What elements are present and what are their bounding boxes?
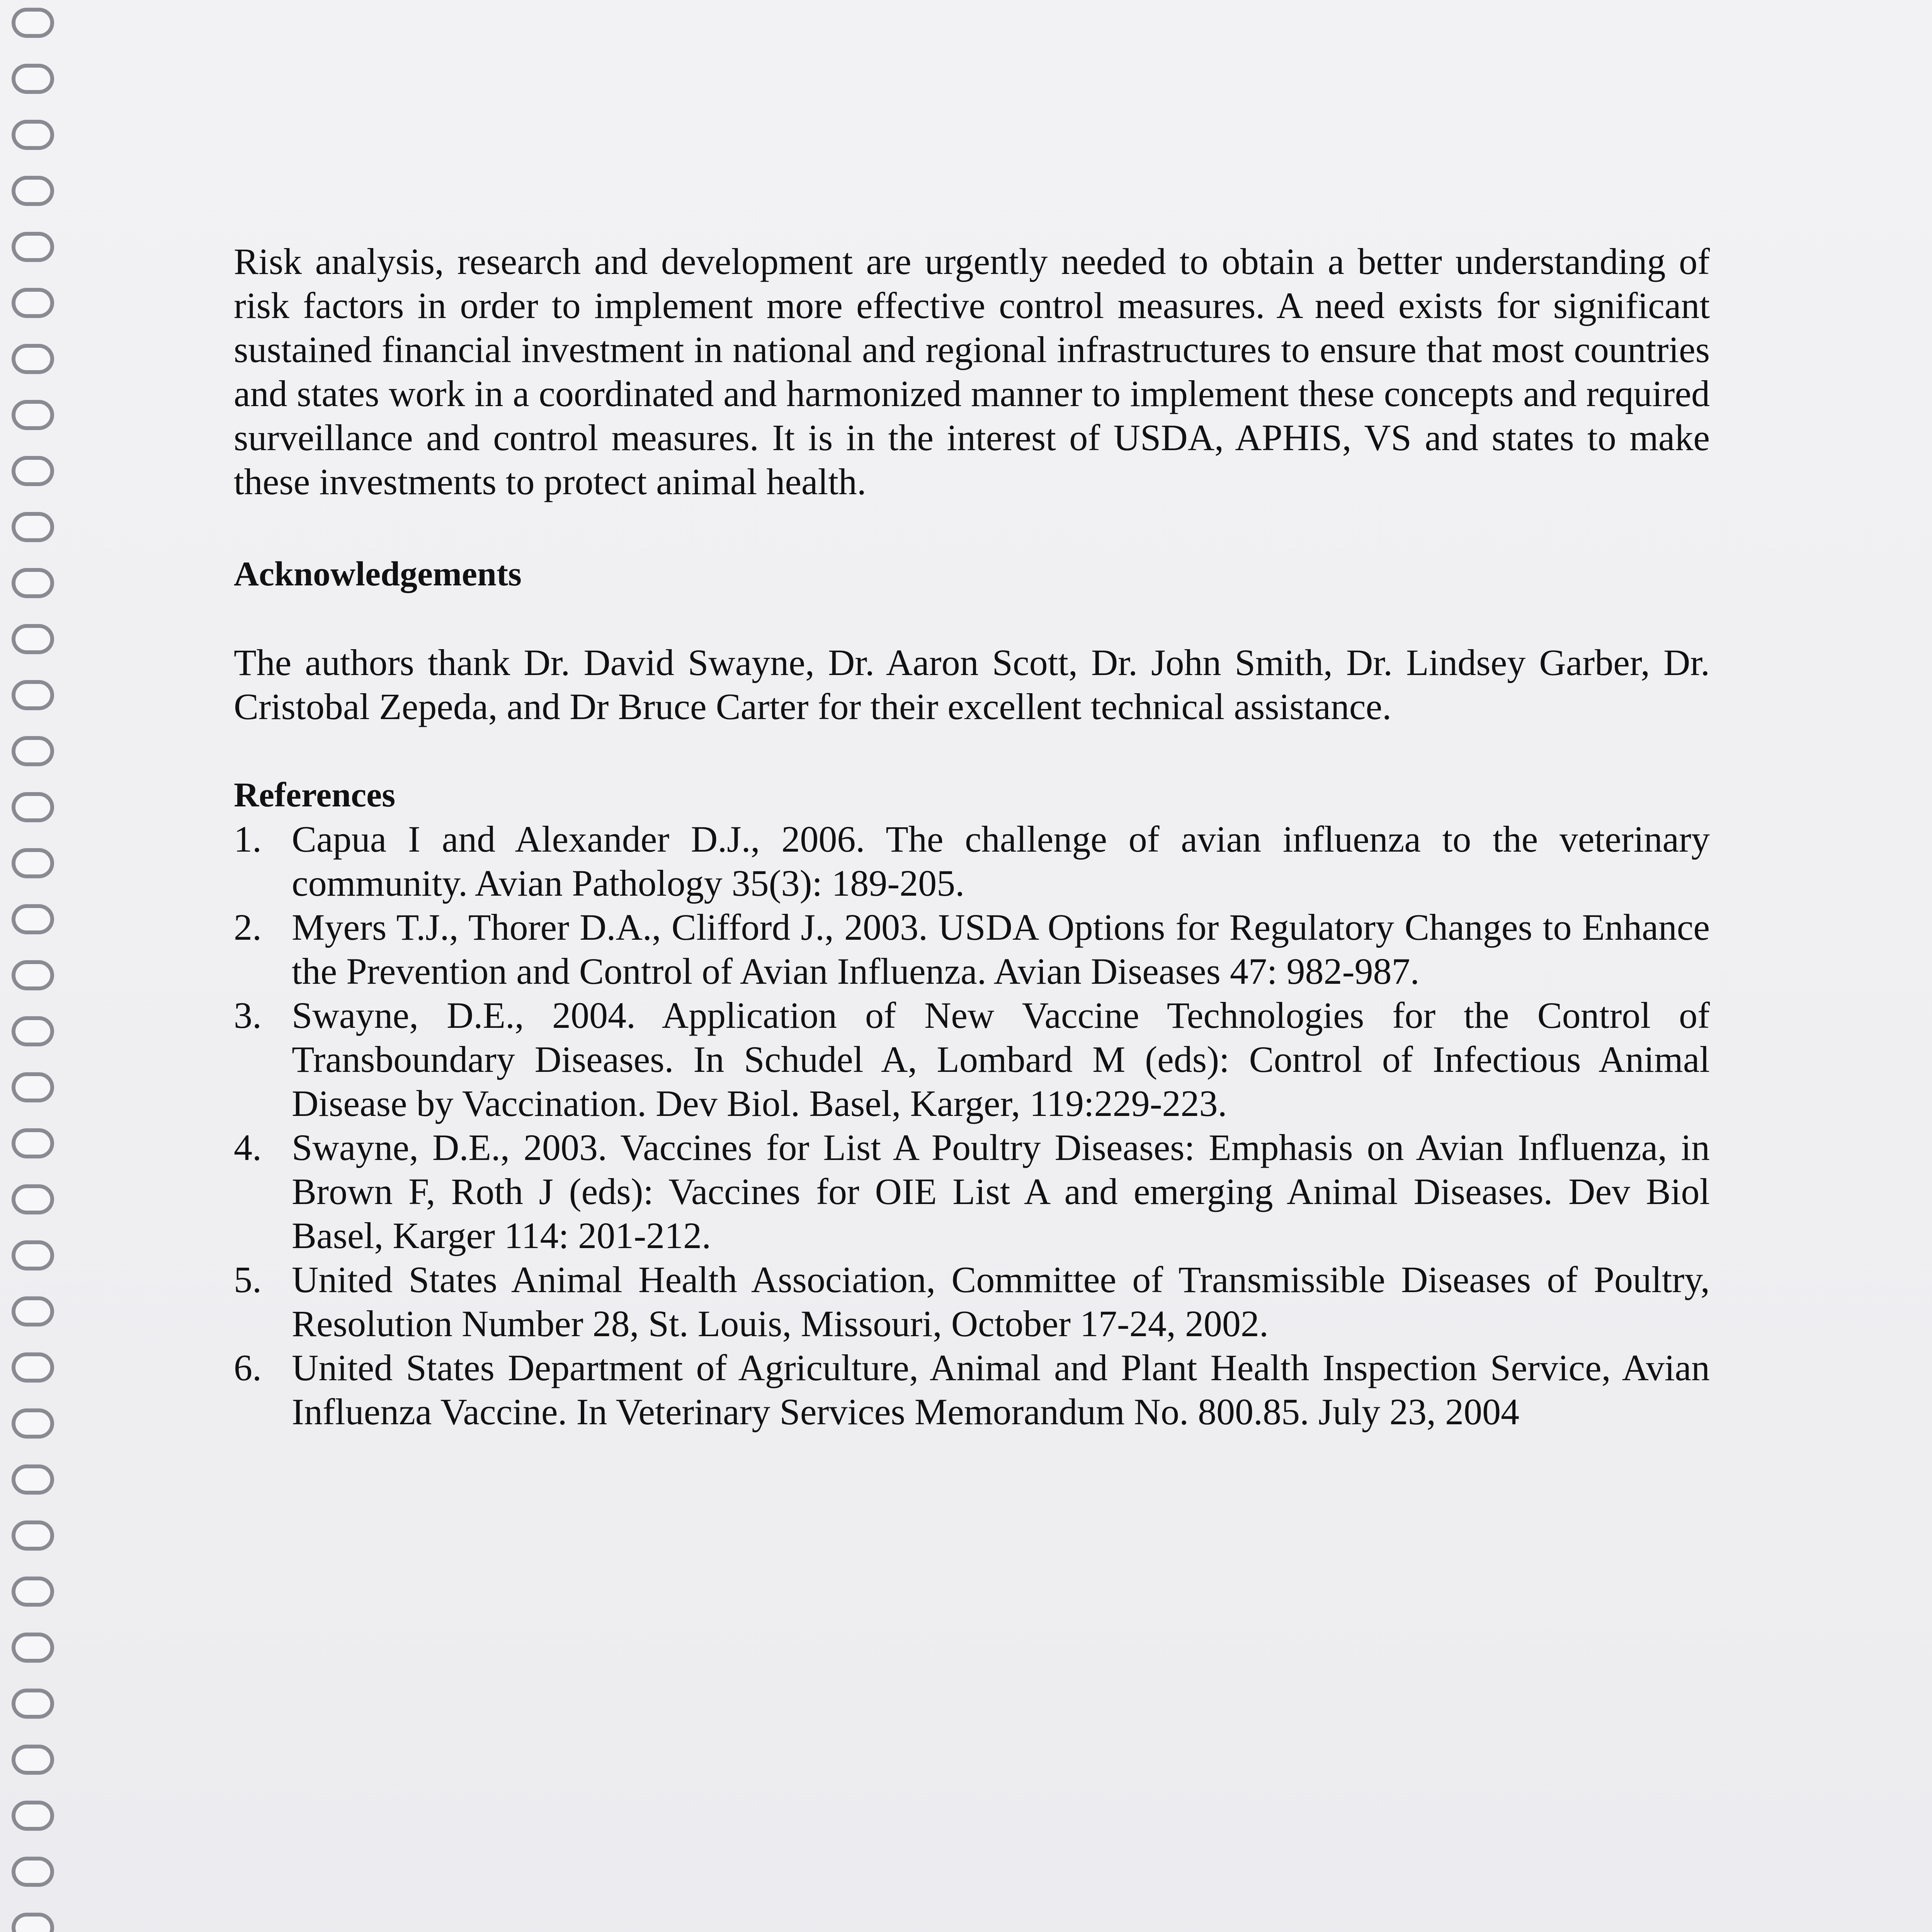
acknowledgements-text: The authors thank Dr. David Swayne, Dr. Aaron Scott, Dr. John Smith, Dr. Lindsey Garber, Dr. Cristobal Zepeda, and Dr Bruce Carter for their excellent technical assistance. [234,642,1710,727]
spiral-ring [12,1857,54,1887]
spiral-ring [12,1072,54,1102]
spiral-ring [12,1745,54,1775]
spiral-ring [12,1801,54,1831]
spiral-ring [12,288,54,318]
spiral-ring [12,848,54,878]
spiral-ring [12,456,54,486]
spiral-ring [12,1520,54,1551]
spiral-ring [12,1464,54,1495]
spiral-ring [12,512,54,542]
reference-text: Swayne, D.E., 2003. Vaccines for List A Poultry Diseases: Emphasis on Avian Influenza, in Brown F, Roth J (eds): Vaccines for OIE List A and emerging Animal Diseases. Dev Biol Basel, Karger 114: 201-212. [292,1127,1710,1256]
reference-number: 2. [234,906,262,948]
reference-text: United States Animal Health Association, Committee of Transmissible Diseases of Poultry, Resolution Number 28, St. Louis, Missouri, October 17-24, 2002. [292,1259,1710,1344]
reference-text: Swayne, D.E., 2004. Application of New Vaccine Technologies for the Control of Transboundary Diseases. In Schudel A, Lombard M (eds): Control of Infectious Animal Disease by Vaccination. Dev Biol. Basel, Karger, 119:229-223. [292,995,1710,1124]
spiral-ring [12,400,54,430]
reference-item [234,1126,1710,1258]
reference-text: Capua I and Alexander D.J., 2006. The challenge of avian influenza to the veterinary community. Avian Pathology 35(3): 189-205. [292,818,1710,904]
spiral-binding [0,0,66,1932]
references-heading: References [234,776,396,814]
reference-number: 3. [234,995,262,1036]
spiral-ring [12,8,54,38]
spiral-ring [12,1184,54,1214]
spiral-ring [12,1577,54,1607]
spiral-ring [12,1240,54,1270]
acknowledgements-heading: Acknowledgements [234,555,522,593]
spiral-ring [12,960,54,990]
spiral-ring [12,624,54,654]
spiral-ring [12,120,54,150]
spiral-ring [12,904,54,934]
spiral-ring [12,1296,54,1327]
spiral-ring [12,64,54,94]
reference-text: United States Department of Agriculture, Animal and Plant Health Inspection Service, Avian Influenza Vaccine. In Veterinary Services Memorandum No. 800.85. July 23, 2004 [292,1347,1710,1432]
reference-number: 5. [234,1259,262,1300]
spiral-ring [12,344,54,374]
spiral-ring [12,1352,54,1383]
reference-text: Myers T.J., Thorer D.A., Clifford J., 2003. USDA Options for Regulatory Changes to Enhance the Prevention and Control of Avian Influenza. Avian Diseases 47: 982-987. [292,906,1710,992]
spiral-ring [12,1913,54,1932]
reference-number: 4. [234,1127,262,1168]
spiral-ring [12,736,54,766]
reference-item [234,1346,1710,1434]
spiral-ring [12,680,54,710]
reference-item [234,905,1710,993]
references-list [234,817,1710,1434]
page-content [234,240,1710,1434]
spiral-ring [12,1689,54,1719]
spiral-ring [12,176,54,206]
reference-item [234,817,1710,905]
spiral-ring [12,568,54,598]
spiral-ring [12,232,54,262]
spiral-ring [12,792,54,822]
intro-paragraph: Risk analysis, research and development are urgently needed to obtain a better understanding of risk factors in order to implement more effective control measures. A need exists for significant sustained financial investment in national and regional infrastructures to ensure that most countries and states work in a coordinated and harmonized manner to implement these concepts and required surveillance and control measures. It is in the interest of USDA, APHIS, VS and states to make these investments to protect animal health. [234,241,1710,502]
reference-item [234,993,1710,1126]
spiral-ring [12,1633,54,1663]
reference-number: 1. [234,818,262,860]
reference-item [234,1258,1710,1346]
spiral-ring [12,1128,54,1158]
reference-number: 6. [234,1347,262,1388]
spiral-ring [12,1408,54,1439]
spiral-ring [12,1016,54,1046]
